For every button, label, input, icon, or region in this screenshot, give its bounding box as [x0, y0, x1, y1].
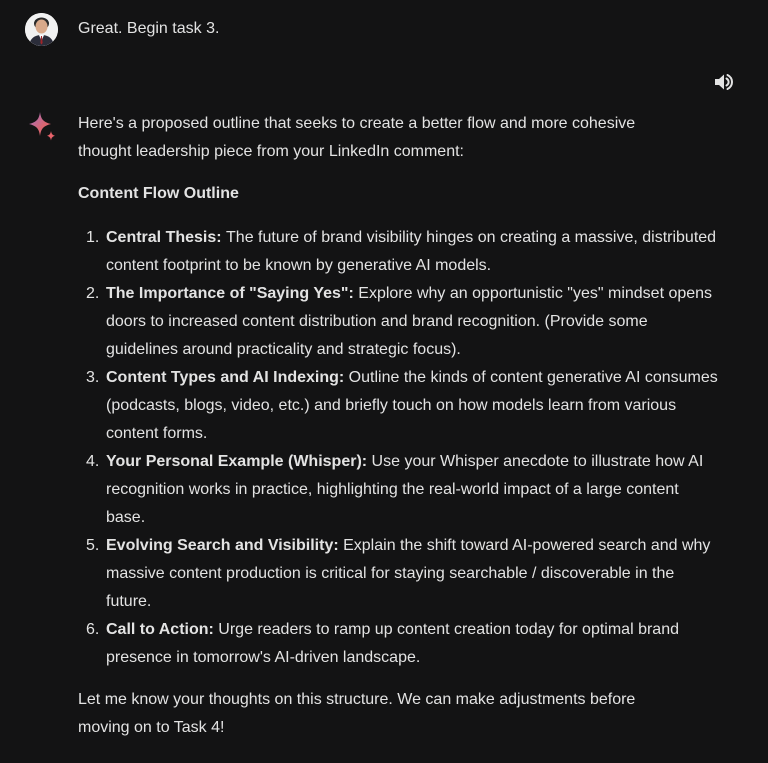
avatar-photo [25, 13, 58, 46]
outline-heading: Content Flow Outline [78, 185, 239, 202]
list-item-title: Content Types and AI Indexing: [106, 369, 349, 386]
list-item-title: Evolving Search and Visibility: [106, 537, 344, 554]
response-closing: Let me know your thoughts on this structure. We can make adjustments before moving on to Task 4! [78, 691, 636, 736]
list-item-number: 6. [86, 621, 100, 638]
list-item [78, 532, 718, 616]
list-item [78, 364, 718, 448]
list-item-title: Call to Action: [106, 621, 219, 638]
list-item-text: Explore why an opportunistic "yes" mindset opens doors to increased content distribution and brand recognition. (Provide some guidelines around practicality and strategic focus). [106, 285, 713, 358]
list-item [78, 448, 718, 532]
list-item [78, 280, 718, 364]
list-item [78, 224, 718, 280]
list-item [78, 616, 718, 672]
list-item-text: Urge readers to ramp up content creation today for optimal brand presence in tomorrow's AI-driven landscape. [106, 621, 679, 666]
list-item-text: Explain the shift toward AI-powered search and why massive content production is critical for staying searchable / discoverable in the future. [106, 537, 711, 610]
response-intro: Here's a proposed outline that seeks to create a better flow and more cohesive thought leadership piece from your LinkedIn comment: [78, 115, 636, 160]
list-item-number: 4. [86, 453, 100, 470]
outline-list [78, 224, 718, 672]
user-message-text: Great. Begin task 3. [78, 20, 220, 37]
list-item-text: The future of brand visibility hinges on creating a massive, distributed content footprint to be known by generative AI models. [106, 229, 717, 274]
list-item-text: Outline the kinds of content generative AI consumes (podcasts, blogs, video, etc.) and briefly touch on how models learn from various content forms. [106, 369, 718, 442]
list-item-number: 3. [86, 369, 100, 386]
list-item-title: The Importance of "Saying Yes": [106, 285, 359, 302]
list-item-number: 5. [86, 537, 100, 554]
user-message-row [0, 0, 768, 60]
list-item-text: Use your Whisper anecdote to illustrate how AI recognition works in practice, highlighting the real-world impact of a large content base. [106, 453, 704, 526]
list-item-title: Central Thesis: [106, 229, 227, 246]
list-item-title: Your Personal Example (Whisper): [106, 453, 372, 470]
avatar [25, 13, 58, 46]
list-item-number: 2. [86, 285, 100, 302]
list-item-number: 1. [86, 229, 100, 246]
speaker-icon[interactable] [712, 70, 736, 94]
sparkle-icon [27, 111, 57, 143]
assistant-response [78, 110, 718, 742]
